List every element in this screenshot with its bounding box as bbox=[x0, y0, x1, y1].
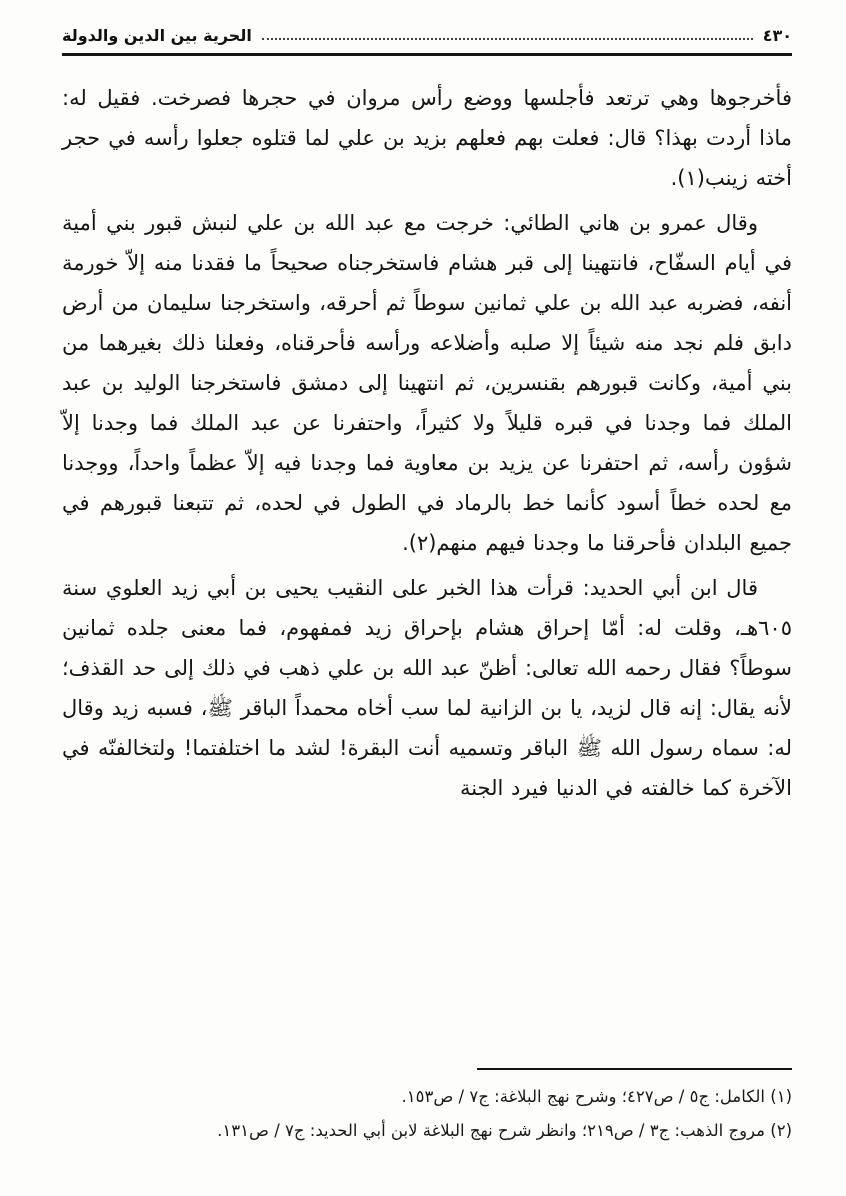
footnotes bbox=[62, 1068, 792, 1150]
footnote-item: (١) الكامل: ج٥ / ص٤٢٧؛ وشرح نهج البلاغة: ج٧ / ص١٥٣. bbox=[401, 1087, 792, 1106]
page-header bbox=[62, 26, 792, 53]
paragraph: قال ابن أبي الحديد: قرأت هذا الخبر على النقيب يحيى بن أبي زيد العلوي سنة ٦٠٥هـ، وقلت له: أمّا إحراق هشام بإحراق زيد فمفهوم، فما معنى جلده ثمانين سوطاً؟ فقال رحمه الله تعالى: أظنّ عبد الله بن علي ذهب في ذلك إلى حد القذف؛ لأنه يقال: إنه قال لزيد، يا بن الزانية لما سب أخاه محمداً الباقر ﷺ، فسبه زيد وقال له: سماه رسول الله ﷺ الباقر وتسميه أنت البقرة! لشد ما اختلفتما! ولتخالفنّه في الآخرة كما خالفته في الدنيا فيرد الجنة bbox=[62, 576, 792, 800]
paragraph: فأخرجوها وهي ترتعد فأجلسها ووضع رأس مروان في حجرها فصرخت. فقيل له: ماذا أردت بهذا؟ قال: فعلت بهم فعلهم بزيد بن علي لما قتلوه جعلوا رأسه في حجر أخته زينب(١). bbox=[62, 86, 792, 190]
header-dotted-leader bbox=[262, 37, 753, 40]
footnote-item: (٢) مروج الذهب: ج٣ / ص٢١٩؛ وانظر شرح نهج البلاغة لابن أبي الحديد: ج٧ / ص١٣١. bbox=[217, 1121, 792, 1140]
footnote-separator bbox=[477, 1068, 792, 1070]
header-rule bbox=[62, 53, 792, 56]
paragraph: وقال عمرو بن هاني الطائي: خرجت مع عبد الله بن علي لنبش قبور بني أمية في أيام السفّاح، فانتهينا إلى قبر هشام فاستخرجناه صحيحاً ما فقدنا منه إلاّ خورمة أنفه، فضربه عبد الله بن علي ثمانين سوطاً ثم أحرقه، واستخرجنا سليمان من أرض دابق فلم نجد منه شيئاً إلا صلبه وأضلاعه ورأسه فأحرقناه، وفعلنا ذلك بغيرهما من بني أمية، وكانت قبورهم بقنسرين، ثم انتهينا إلى دمشق فاستخرجنا الوليد بن عبد الملك فما وجدنا في قبره قليلاً ولا كثيراً، واحتفرنا عن عبد الملك فما وجدنا إلاّ شؤون رأسه، ثم احتفرنا عن يزيد بن معاوية فما وجدنا فيه إلاّ عظماً واحداً، ووجدنا مع لحده خطاً أسود كأنما خط بالرماد في الطول في لحده، ثم تتبعنا قبورهم في جميع البلدان فأحرقنا ما وجدنا فيهم منهم(٢). bbox=[62, 211, 792, 555]
page-number: ٤٣٠ bbox=[762, 26, 792, 45]
page-body bbox=[62, 78, 792, 813]
header-title: الحرية بين الدين والدولة bbox=[62, 26, 252, 45]
